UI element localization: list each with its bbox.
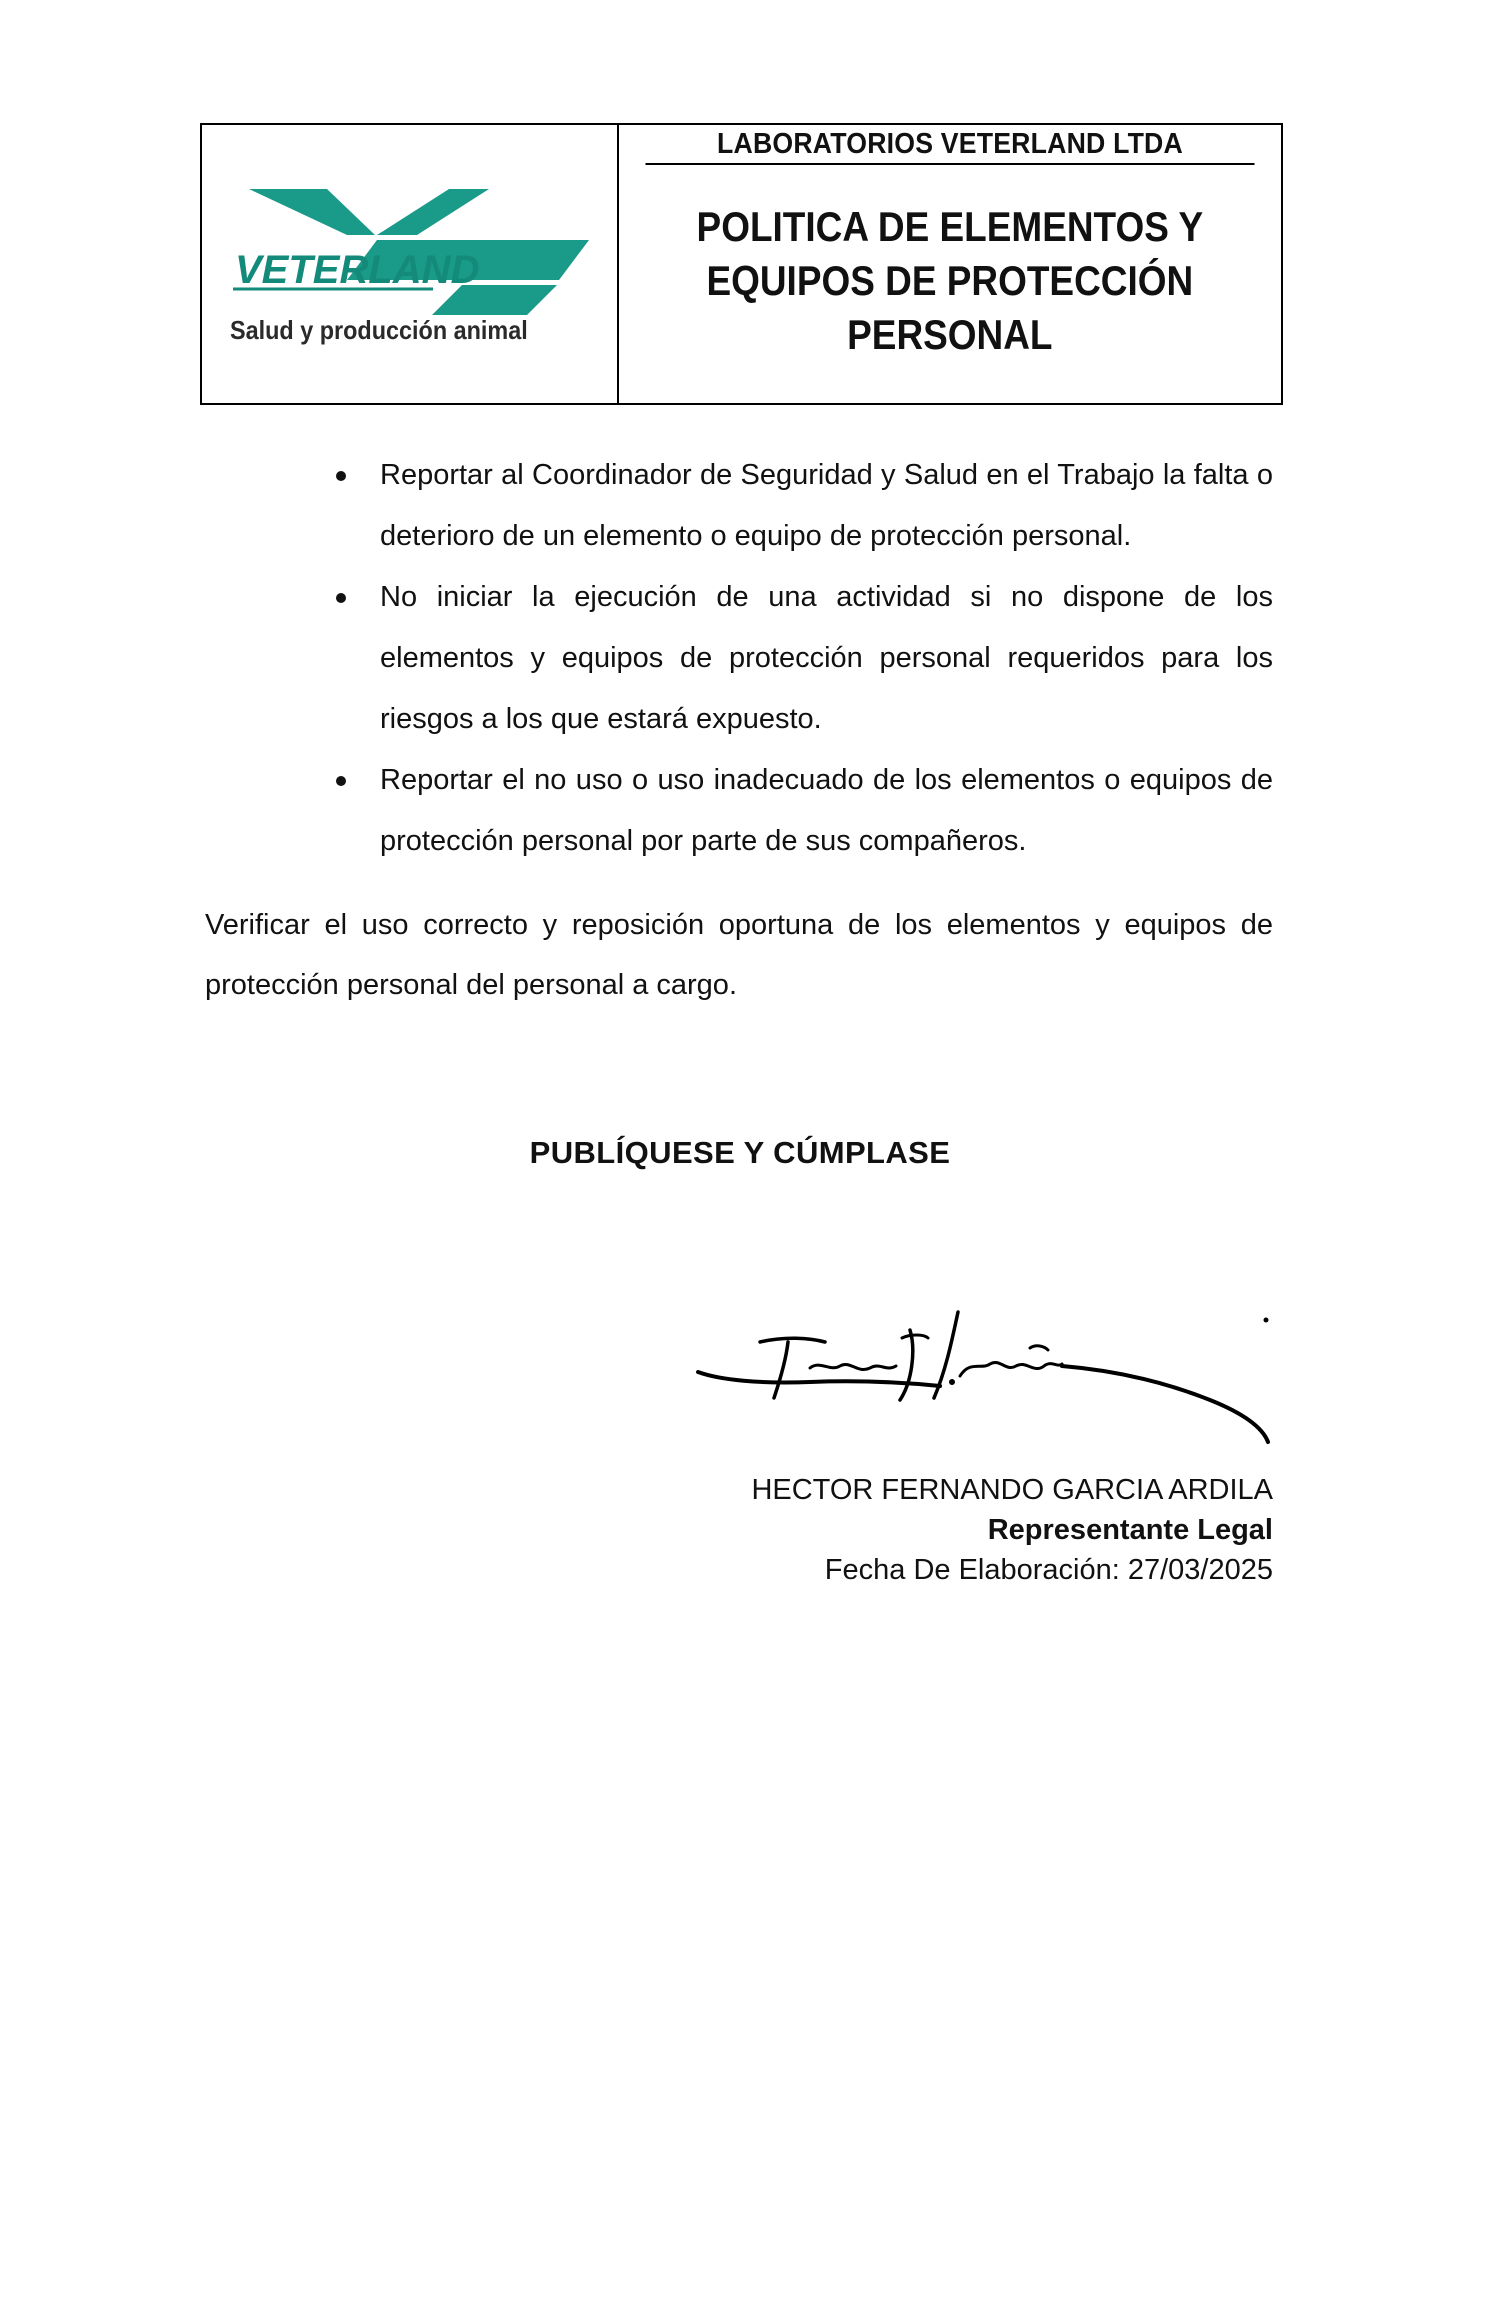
list-item bbox=[330, 567, 1273, 750]
logo-brand-text: VETERLAND bbox=[235, 248, 480, 292]
veterland-logo bbox=[227, 185, 597, 335]
list-item bbox=[330, 750, 1273, 872]
signer-name: HECTOR FERNANDO GARCIA ARDILA bbox=[751, 1474, 1273, 1506]
document-header bbox=[200, 123, 1283, 405]
signature-block bbox=[751, 1470, 1273, 1590]
list-item-text: Reportar el no uso o uso inadecuado de los elementos o equipos de protección personal por parte de sus compañeros. bbox=[380, 764, 1273, 857]
logo-tagline: Salud y producción animal bbox=[230, 315, 528, 345]
document-title-line-3: PERSONAL bbox=[847, 311, 1053, 358]
document-title-line-1: POLITICA DE ELEMENTOS Y bbox=[696, 203, 1204, 250]
document-title bbox=[697, 200, 1204, 362]
list-item-text: Reportar al Coordinador de Seguridad y Salud en el Trabajo la falta o deterioro de un elemento o equipo de protección personal. bbox=[380, 459, 1273, 552]
title-cell bbox=[619, 125, 1281, 403]
bullet-icon bbox=[336, 471, 346, 481]
body-paragraph: Verificar el uso correcto y reposición oportuna de los elementos y equipos de protección personal del personal a cargo. bbox=[205, 909, 1273, 1001]
list-item bbox=[330, 445, 1273, 567]
signer-role: Representante Legal bbox=[987, 1514, 1273, 1546]
list-item-text: No iniciar la ejecución de una actividad si no dispone de los elementos y equipos de protección personal requeridos para los riesgos a los que estará expuesto. bbox=[380, 581, 1273, 735]
document-title-line-2: EQUIPOS DE PROTECCIÓN bbox=[706, 257, 1194, 304]
bullet-list bbox=[330, 445, 1273, 872]
logo-cell bbox=[202, 125, 619, 403]
doc-title-row bbox=[619, 165, 1281, 403]
bullet-icon bbox=[336, 593, 346, 603]
closing-statement: PUBLÍQUESE Y CÚMPLASE bbox=[529, 1135, 951, 1170]
elaboration-date: Fecha De Elaboración: 27/03/2025 bbox=[824, 1554, 1273, 1586]
bullet-icon bbox=[336, 776, 346, 786]
company-name: LABORATORIOS VETERLAND LTDA bbox=[645, 125, 1254, 165]
handwritten-signature bbox=[690, 1290, 1290, 1480]
